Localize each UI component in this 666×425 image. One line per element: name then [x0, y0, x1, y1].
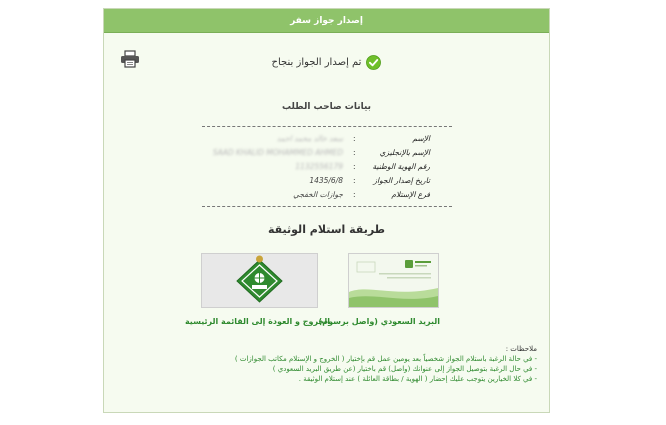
- saudi-post-link[interactable]: البريد السعودي (واصل برسوم): [318, 317, 440, 326]
- divider-bottom: [202, 206, 452, 207]
- info-colon: :: [353, 148, 356, 157]
- check-circle-icon: [366, 55, 381, 70]
- notes-section: [197, 344, 537, 384]
- info-row-branch: [104, 190, 551, 204]
- passport-issue-panel: [103, 8, 550, 413]
- info-row-english-name: [104, 148, 551, 162]
- applicant-section-title: بيانات صاحب الطلب: [281, 102, 372, 112]
- info-colon: :: [353, 134, 356, 143]
- divider-top: [202, 126, 452, 127]
- note-line: - في كلا الخيارين يتوجب عليك إحضار ( الهوية / بطاقة العائلة ) عند إستلام الوثيقة .: [298, 375, 537, 383]
- info-value-issue-date: 1435/6/8: [309, 176, 343, 185]
- saudi-post-card-image: [349, 254, 438, 307]
- note-line: - في حال الرغبة بتوصيل الجواز إلى عنوانك (واصل) قم باختيار (عن طريق البريد السعودي ): [272, 365, 537, 373]
- info-row-issue-date: [104, 176, 551, 190]
- info-label: تاريخ إصدار الجواز: [373, 176, 430, 185]
- saudi-post-option-image[interactable]: [348, 253, 439, 308]
- jawazat-option-image[interactable]: [201, 253, 318, 308]
- info-value-branch: جوازات الخفجي: [293, 190, 343, 199]
- panel-title: إصدار جواز سفر: [290, 15, 363, 26]
- info-colon: :: [353, 162, 356, 171]
- info-row-name: [104, 134, 551, 148]
- info-colon: :: [353, 176, 356, 185]
- success-message: تم إصدار الجواز بنجاح: [271, 57, 362, 68]
- info-label: الإسم: [412, 134, 430, 143]
- info-value-name: سعد خالد محمد احمد: [276, 134, 343, 143]
- notes-title: ملاحظات :: [505, 345, 537, 353]
- jawazat-emblem-image: [202, 254, 317, 307]
- info-value-national-id: 1132556179: [295, 162, 343, 171]
- applicant-info: [104, 134, 551, 204]
- info-value-english-name: SAAD KHALID MOHAMMED AHMED: [212, 148, 343, 157]
- info-colon: :: [353, 190, 356, 199]
- info-label: فرع الإستلام: [391, 190, 430, 199]
- panel-header: [104, 9, 549, 33]
- info-label: الإسم بالإنجليزي: [379, 148, 430, 157]
- info-row-national-id: [104, 162, 551, 176]
- note-line: - في حالة الرغبة باستلام الجواز شخصياً بعد يومين عمل قم بإختيار ( الخروج و الإستلام مكاتب الجوازات ): [234, 355, 537, 363]
- success-banner: [104, 55, 549, 70]
- exit-main-menu-link[interactable]: الخروج و العودة إلى القائمة الرئيسية: [184, 317, 330, 326]
- delivery-method-title: طريقة استلام الوثيقة: [267, 223, 386, 236]
- info-label: رقم الهوية الوطنية: [372, 162, 430, 171]
